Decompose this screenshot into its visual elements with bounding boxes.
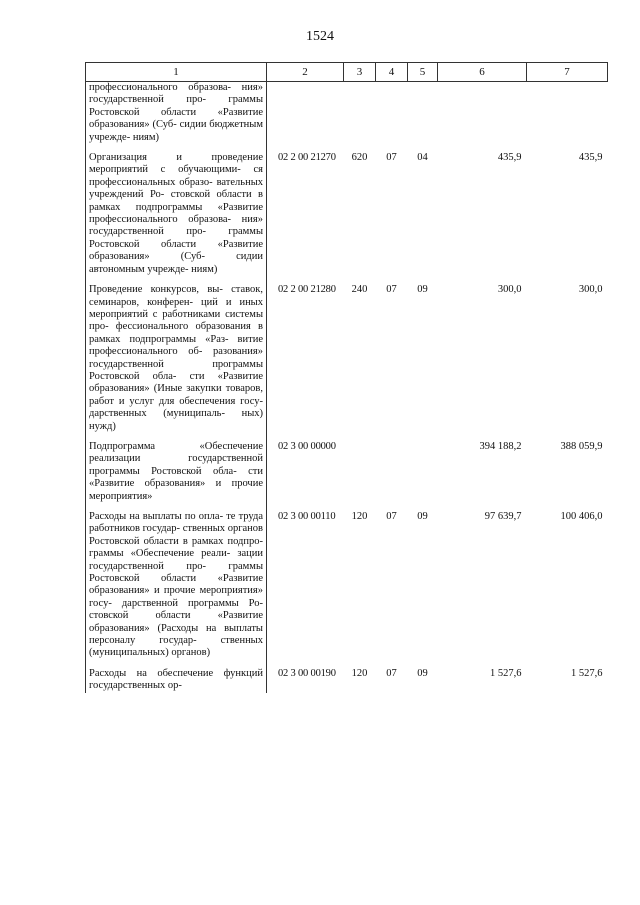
row-vr: 240 [351, 284, 368, 296]
row-rz: 07 [386, 152, 397, 164]
budget-table [85, 62, 608, 693]
row-description: Проведение конкурсов, вы- ставок, семинаров, конферен- ций и иных мероприятий с работниками системы про- фессионального образования в рамках подпрограммы «Раз- витие профессионального об- разования» государственной программы Ростовской обла- сти «Развитие образования» (Иные закупки товаров, работ и услуг для обеспечения госу- дарственных (муниципаль- ных) нужд) [86, 284, 267, 433]
row-sum-2: 100 406,0 [560, 511, 603, 522]
row-sum-1 [438, 82, 527, 145]
row-code: 02 3 00 00190 [278, 667, 336, 679]
row-pr: 09 [417, 511, 428, 522]
row-code [267, 82, 344, 145]
row-vr: 120 [351, 511, 368, 522]
row-rz [376, 82, 408, 145]
header-col-2: 2 [267, 63, 344, 82]
header-col-7: 7 [527, 63, 608, 82]
table-row [86, 82, 608, 145]
row-description: Расходы на выплаты по опла- те труда работников государ- ственных органов Ростовской области в рамках подпро- граммы «Обеспечение реали- зации государственной про- граммы Ростовской области «Развитие образования» и прочие мероприятия» госу- дарственной программы Ро- стовской области «Развитие образования» (Расходы на выплаты персоналу государ- ственных (муниципальных) органов) [86, 511, 267, 660]
row-vr [344, 441, 376, 503]
row-pr [408, 82, 438, 145]
row-sum-1: 300,0 [497, 284, 522, 296]
row-vr: 120 [351, 667, 368, 679]
row-description: профессионального образова- ния» государственной про- граммы Ростовской области «Развитие образования» (Суб- сидии бюджетным учрежде- ниям) [86, 82, 267, 145]
row-pr [408, 441, 438, 503]
header-col-3: 3 [344, 63, 376, 82]
table-row [86, 284, 608, 433]
row-rz: 07 [386, 284, 397, 296]
row-pr: 09 [417, 284, 428, 296]
row-sum-2 [527, 82, 608, 145]
row-code: 02 2 00 21280 [278, 284, 336, 296]
row-vr [344, 82, 376, 145]
row-sum-2: 1 527,6 [571, 667, 603, 679]
row-rz [376, 441, 408, 503]
row-code: 02 3 00 00000 [278, 440, 336, 452]
table-row [86, 511, 608, 660]
row-sum-1: 1 527,6 [490, 667, 522, 679]
row-sum-2: 388 059,9 [560, 440, 603, 452]
header-row [86, 63, 608, 82]
row-vr: 620 [351, 152, 368, 164]
row-rz: 07 [386, 511, 397, 522]
row-code: 02 2 00 21270 [278, 152, 336, 164]
row-sum-1: 435,9 [497, 152, 522, 164]
row-description: Организация и проведение мероприятий с обучающими- ся профессиональных образо- вательных учреждений Ро- стовской области в рамках подпрограммы «Развитие профессионального образова- ния» государственной про- граммы Ростовской области «Развитие образования» (Суб- сидии автономным учрежде- ниям) [86, 152, 267, 276]
row-sum-1: 97 639,7 [484, 511, 522, 522]
header-col-6: 6 [438, 63, 527, 82]
row-sum-1: 394 188,2 [479, 440, 522, 452]
row-description: Подпрограмма «Обеспечение реализации государственной программы Ростовской обла- сти «Развитие образования» и прочие мероприятия» [86, 441, 267, 503]
row-pr: 09 [417, 667, 428, 679]
table-row [86, 441, 608, 503]
row-pr: 04 [417, 152, 428, 164]
table-row [86, 152, 608, 276]
row-sum-2: 300,0 [578, 284, 603, 296]
row-rz: 07 [386, 667, 397, 679]
header-col-1: 1 [86, 63, 267, 82]
row-sum-2: 435,9 [578, 152, 603, 164]
header-col-4: 4 [376, 63, 408, 82]
row-code: 02 3 00 00110 [278, 511, 336, 522]
row-description: Расходы на обеспечение функций государственных ор- [86, 668, 267, 693]
page-number: 1524 [306, 29, 334, 44]
header-col-5: 5 [408, 63, 438, 82]
table-row [86, 668, 608, 693]
